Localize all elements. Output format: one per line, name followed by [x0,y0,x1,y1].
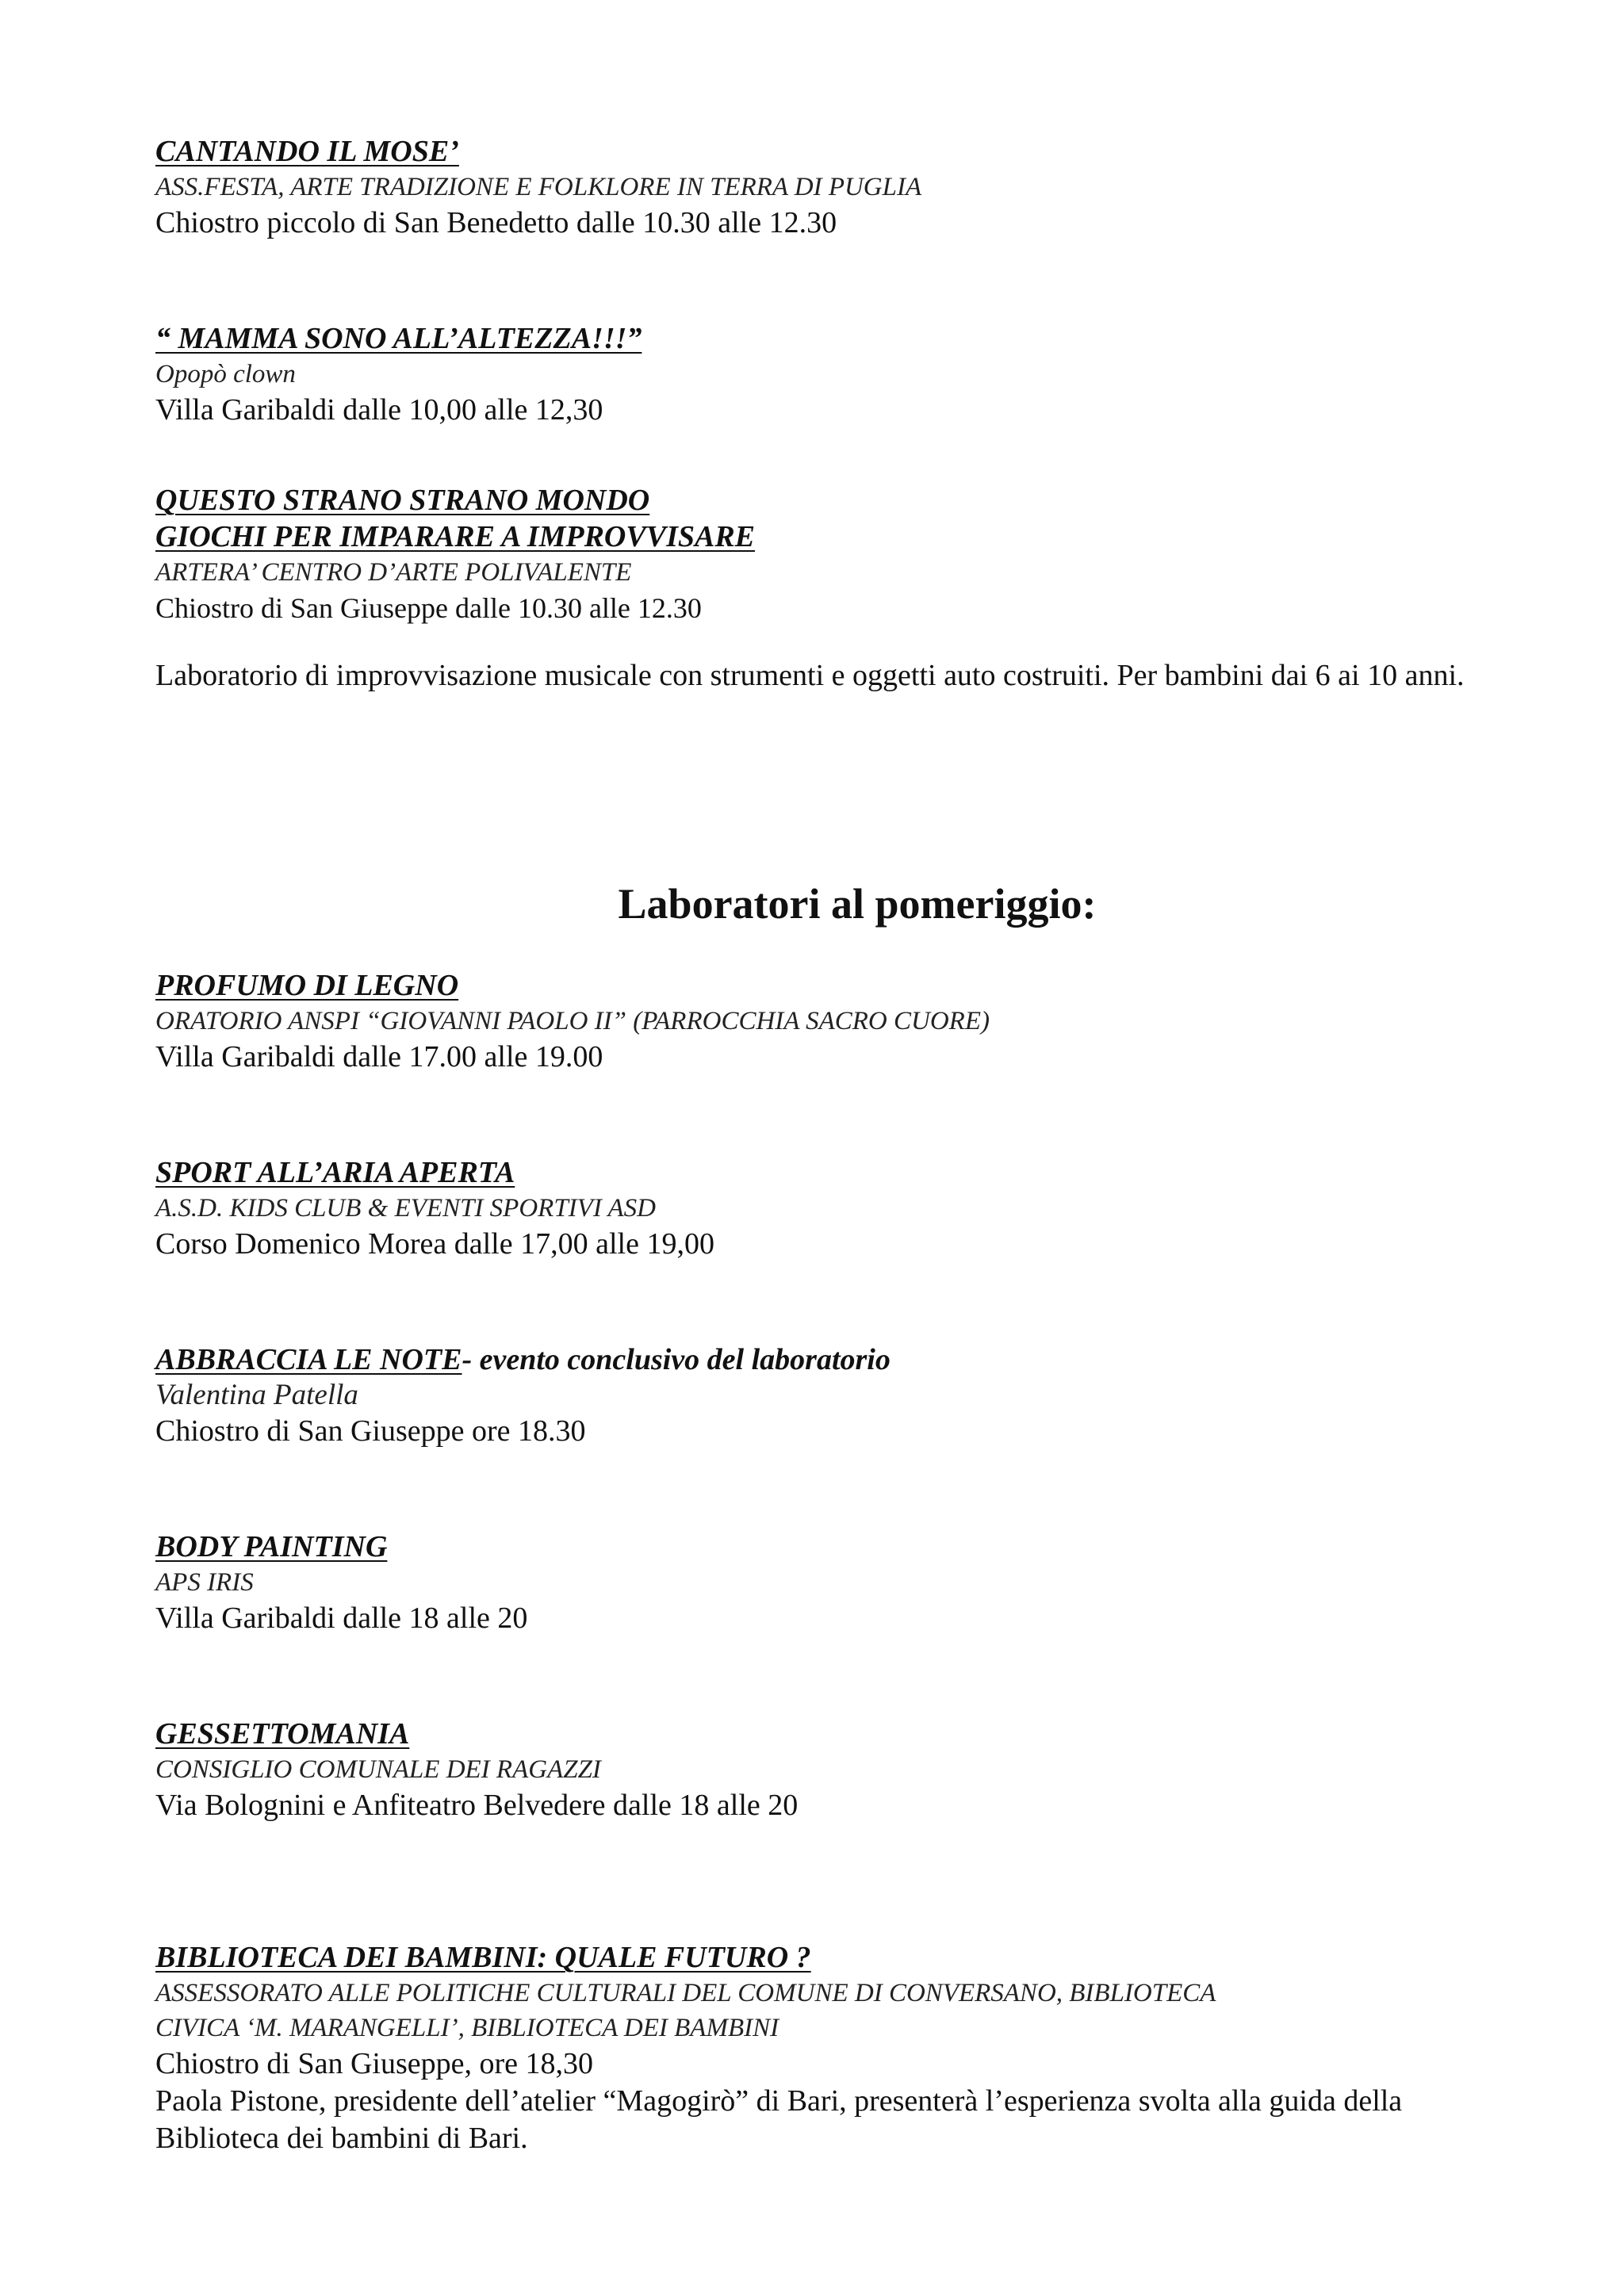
event-organizer: CONSIGLIO COMUNALE DEI RAGAZZI [155,1755,601,1784]
document-page [155,0,1488,2296]
event-info: Corso Domenico Morea dalle 17,00 alle 19,00 [155,1227,714,1261]
event-title: BIBLIOTECA DEI BAMBINI: QUALE FUTURO ? [155,1941,811,1974]
event-title: ABBRACCIA LE NOTE [155,1343,462,1376]
event-mamma-sono-allaltezza [155,320,1488,429]
event-body-painting [155,1529,1488,1637]
event-info: Chiostro di San Giuseppe ore 18.30 [155,1414,586,1448]
event-cantando-il-mose [155,133,1488,242]
event-profumo-di-legno [155,967,1488,1076]
event-organizer: Opopò clown [155,360,296,388]
event-title: “ MAMMA SONO ALL’ALTEZZA!!!” [155,322,642,355]
event-organizer: A.S.D. KIDS CLUB & EVENTI SPORTIVI ASD [155,1194,656,1223]
event-info: Chiostro piccolo di San Benedetto dalle 10.30 alle 12.30 [155,206,837,239]
section-heading: Laboratori al pomeriggio: [618,880,1097,928]
event-title-suffix: - evento conclusivo del laboratorio [462,1343,891,1376]
event-info: Chiostro di San Giuseppe dalle 10.30 alle 12.30 [155,592,702,624]
event-info: Via Bolognini e Anfiteatro Belvedere dalle 18 alle 20 [155,1789,799,1822]
event-gessettomania [155,1716,1488,1824]
event-info: Villa Garibaldi dalle 17.00 alle 19.00 [155,1040,603,1073]
event-title: PROFUMO DI LEGNO [155,969,459,1002]
event-sport-allaria-aperta [155,1154,1488,1263]
event-description: Paola Pistone, presidente dell’atelier “Magogirò” di Bari, presenterà l’esperienza svolta alla guida della Biblioteca dei bambini di Bari. [155,2084,1403,2155]
event-title-line2: GIOCHI PER IMPARARE A IMPROVVISARE [155,520,756,553]
event-title: SPORT ALL’ARIA APERTA [155,1156,515,1189]
event-title: BODY PAINTING [155,1530,388,1563]
event-description: Laboratorio di improvvisazione musicale con strumenti e oggetti auto costruiti. Per bambini dai 6 ai 10 anni. [155,659,1465,692]
event-info: Chiostro di San Giuseppe, ore 18,30 [155,2047,594,2080]
event-questo-strano-mondo [155,482,1488,695]
event-abbraccia-le-note [155,1341,1488,1450]
event-organizer: ARTERA’ CENTRO D’ARTE POLIVALENTE [155,558,632,587]
event-organizer: APS IRIS [155,1568,254,1597]
event-title: GESSETTOMANIA [155,1717,410,1751]
event-organizer: Valentina Patella [155,1379,358,1411]
event-biblioteca-dei-bambini [155,1939,1488,2157]
event-organizer-line2: CIVICA ‘M. MARANGELLI’, BIBLIOTECA DEI BAMBINI [155,2014,779,2042]
event-organizer: ORATORIO ANSPI “GIOVANNI PAOLO II” (PARROCCHIA SACRO CUORE) [155,1007,990,1035]
event-title-row [155,1341,1488,1378]
event-organizer: ASS.FESTA, ARTE TRADIZIONE E FOLKLORE IN TERRA DI PUGLIA [155,173,922,201]
event-title-line1: QUESTO STRANO STRANO MONDO [155,484,650,517]
event-organizer-line1: ASSESSORATO ALLE POLITICHE CULTURALI DEL COMUNE DI CONVERSANO, BIBLIOTECA [155,1979,1216,2007]
event-info: Villa Garibaldi dalle 18 alle 20 [155,1601,528,1635]
event-info: Villa Garibaldi dalle 10,00 alle 12,30 [155,393,603,427]
event-title: CANTANDO IL MOSE’ [155,135,459,168]
